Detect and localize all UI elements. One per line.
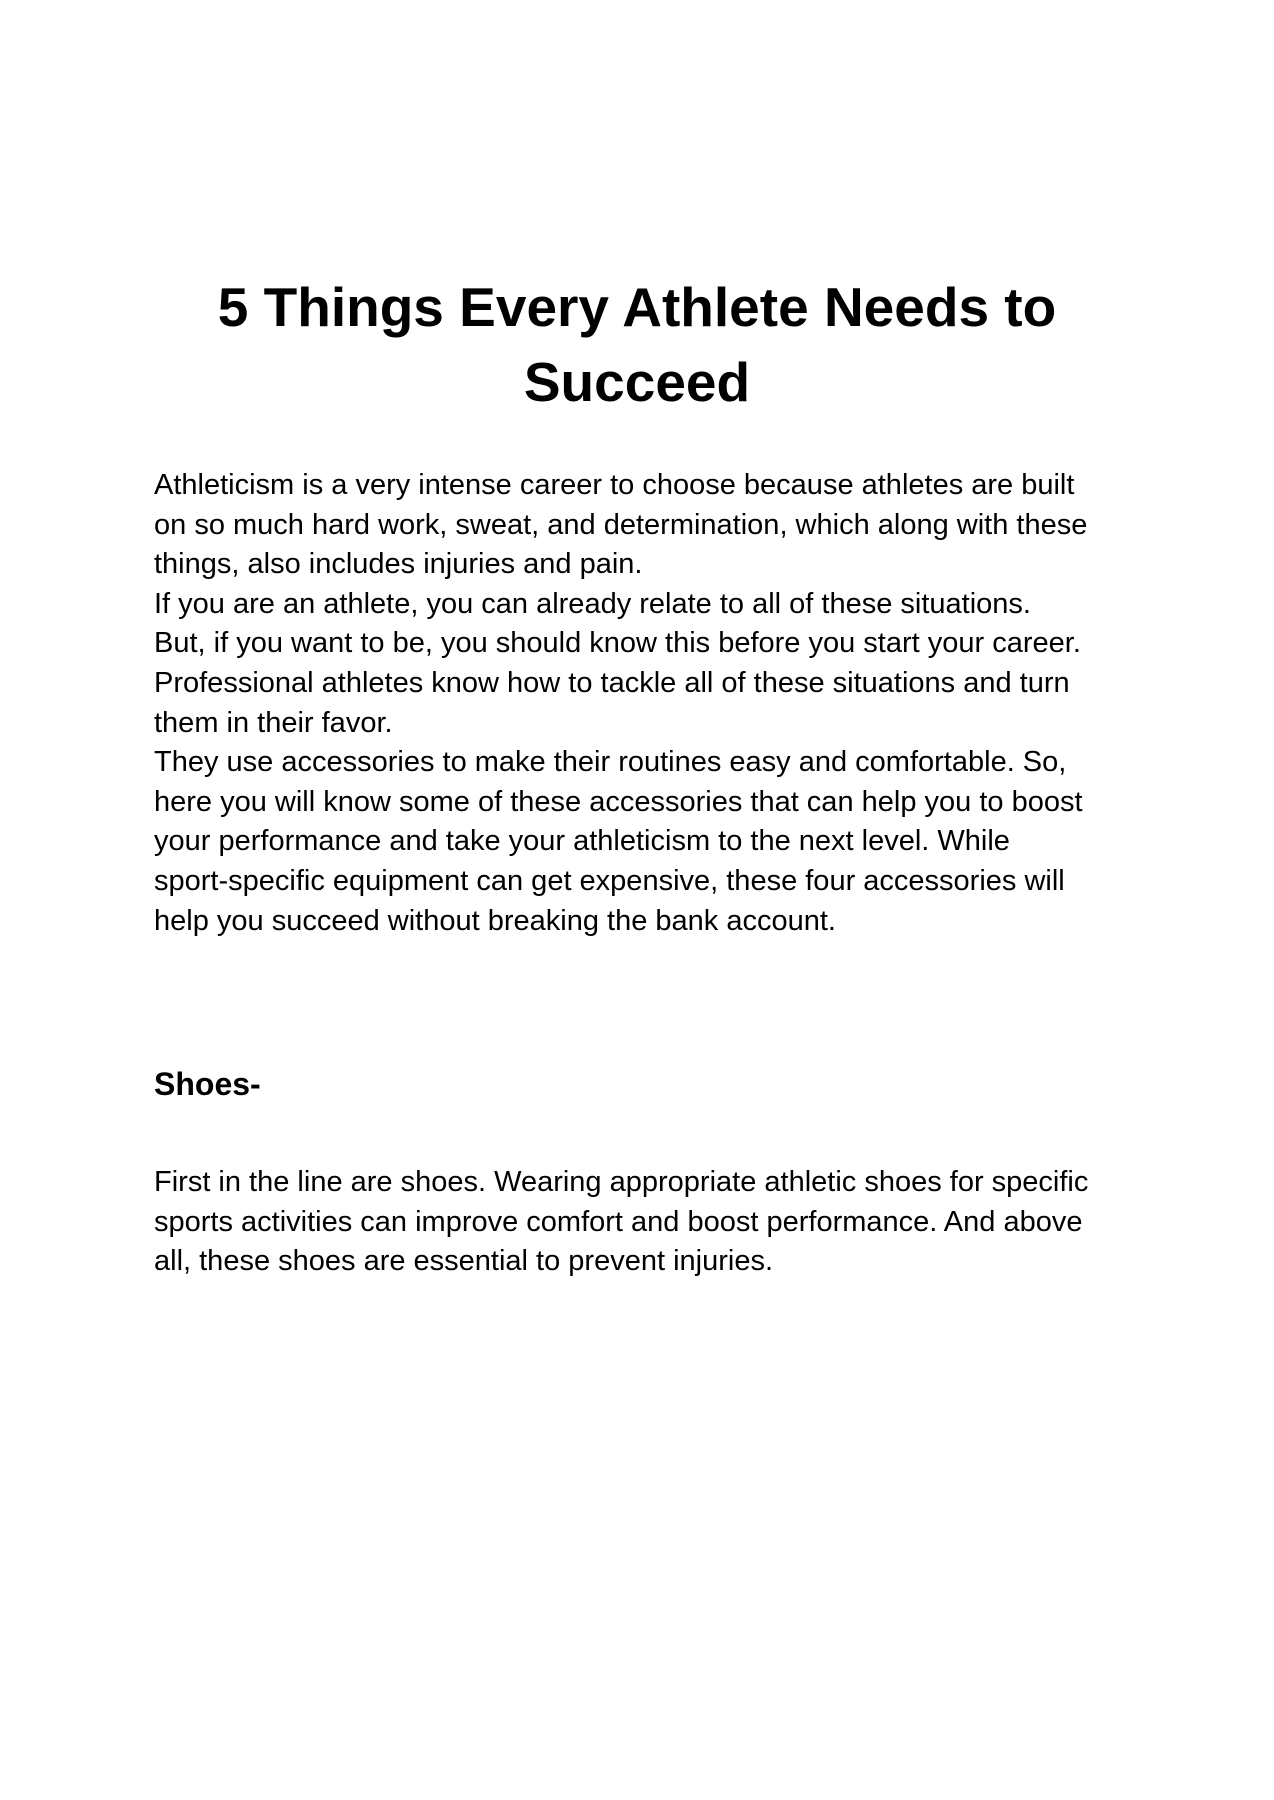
- intro-line: Athleticism is a very intense career to choose because athletes are built: [154, 469, 1075, 501]
- section-paragraph-shoes: [154, 1163, 1144, 1282]
- intro-line: on so much hard work, sweat, and determination, which along with these: [154, 508, 1088, 541]
- section-heading-shoes: Shoes-: [154, 1066, 261, 1102]
- intro-line: But, if you want to be, you should know this before you start your career.: [154, 627, 1081, 660]
- intro-line: your performance and take your athleticism to the next level. While: [154, 825, 1010, 858]
- intro-line: things, also includes injuries and pain.: [154, 548, 643, 581]
- intro-line: sport-specific equipment can get expensive, these four accessories will: [154, 864, 1065, 897]
- intro-paragraph: [154, 466, 1144, 941]
- title-line: Succeed: [523, 351, 751, 413]
- intro-line: here you will know some of these accessories that can help you to boost: [154, 785, 1083, 818]
- intro-line: Professional athletes know how to tackle all of these situations and turn: [154, 666, 1070, 699]
- section-line: sports activities can improve comfort and boost performance. And above: [154, 1205, 1083, 1238]
- intro-line: They use accessories to make their routines easy and comfortable. So,: [154, 746, 1067, 779]
- document-title: [154, 270, 1120, 420]
- section-line: all, these shoes are essential to prevent injuries.: [154, 1245, 774, 1278]
- section-line: First in the line are shoes. Wearing appropriate athletic shoes for specific: [154, 1166, 1089, 1198]
- intro-line: them in their favor.: [154, 706, 393, 739]
- intro-line: help you succeed without breaking the bank account.: [154, 904, 836, 937]
- title-line: 5 Things Every Athlete Needs to: [217, 276, 1057, 338]
- intro-line: If you are an athlete, you can already relate to all of these situations.: [154, 587, 1031, 620]
